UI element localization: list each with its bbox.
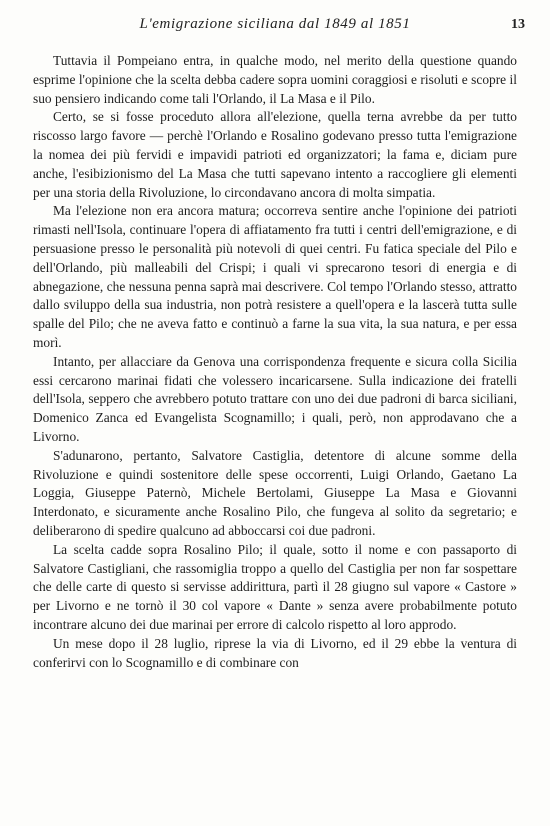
body-text [33, 52, 517, 672]
paragraph-3: Ma l'elezione non era ancora matura; occorreva sentire anche l'opinione dei patrioti rimasti nell'Isola, continuare l'opera di affiatamento fra tutti i centri dell'emigrazione, e di persuasione presso le personalità più notevoli di quei centri. Fu fatica speciale del Pilo e dell'Orlando, più malleabili del Crispi; i quali vi sprecarono tesori di energia e di abnegazione, che nessuna penna saprà mai descrivere. Col tempo l'Orlando stesso, attratto dallo sviluppo della sua industria, non potrà resistere a quell'opera e la lascerà tutta sulle spalle del Pilo; che ne aveva fatto e continuò a farne la sua vita, la sua natura, e per essa morì. [33, 203, 517, 350]
running-title: L'emigrazione siciliana dal 1849 al 1851 [139, 16, 411, 32]
paragraph-7: Un mese dopo il 28 luglio, riprese la via di Livorno, ed il 29 ebbe la ventura di conferirvi con lo Scognamillo e di combinare con [33, 635, 517, 670]
paragraph-4: Intanto, per allacciare da Genova una corrispondenza frequente e sicura colla Sicilia essi cercarono marinai fidati che volessero incaricarsene. Sulla indicazione dei fratelli dell'Isola, seppero che avrebbero potuto trattare con uno dei due padroni di barca siciliani, Domenico Zanca ed Evangelista Scognamillo; i quali, però, non approdavano che a Livorno. [33, 353, 517, 444]
paragraph-2: Certo, se si fosse proceduto allora all'elezione, quella terna avrebbe da per tutto riscosso largo favore — perchè l'Orlando e Rosalino godevano presso tutta l'emigrazione la nomea dei più fervidi e impavidi patrioti ed organizzatori; la fama e, diciam pure anche, l'esibizionismo del La Masa che tutti sapevano intento a raccogliere gli elementi per una storia della Rivoluzione, lo circondavano ancora di molta simpatia. [33, 109, 517, 200]
paragraph-6: La scelta cadde sopra Rosalino Pilo; il quale, sotto il nome e con passaporto di Salvatore Castigliani, che rassomiglia troppo a quello del Castiglia per non far sospettare che delle carte di questo si servisse addirittura, partì il 28 giugno sul vapore « Castore » per Livorno e ne tornò il 30 col vapore « Dante » senza avere probabilmente potuto incontrare alcuno dei due marinai per errore di calcolo rispetto al loro approdo. [33, 541, 517, 632]
paragraph-1: Tuttavia il Pompeiano entra, in qualche modo, nel merito della questione quando esprime l'opinione che la scelta debba cadere sopra uomini coraggiosi e risoluti e scopre il suo pensiero indicando come tali l'Orlando, il La Masa e il Pilo. [33, 53, 517, 106]
paragraph-5: S'adunarono, pertanto, Salvatore Castiglia, detentore di alcune somme della Rivoluzione e quindi sostenitore delle spese occorrenti, Luigi Orlando, Gaetano La Loggia, Giuseppe Paternò, Michele Bertolami, Giuseppe La Masa e Giovanni Interdonato, e sicuramente anche Rosalino Pilo, che fungeva al solito da segretario; e deliberarono di spedire qualcuno ad abboccarsi coi due padroni. [33, 447, 517, 538]
page-header [33, 16, 525, 46]
page-number: 13 [511, 17, 525, 32]
